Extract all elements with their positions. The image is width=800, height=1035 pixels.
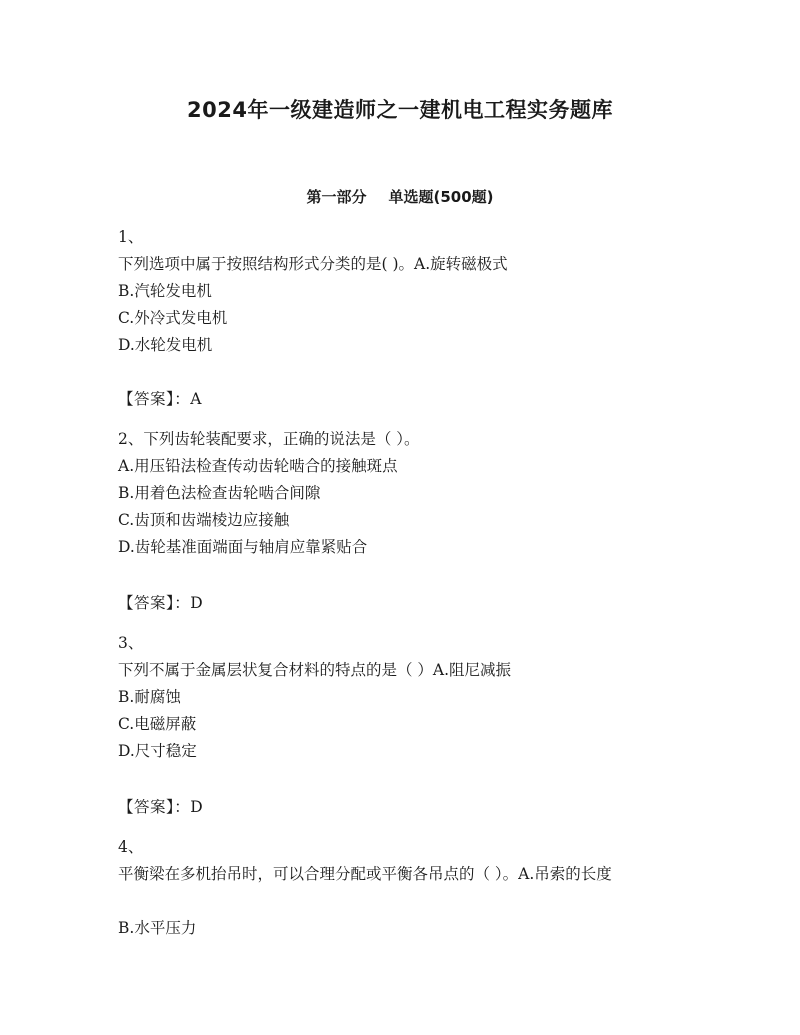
question-1-option-d: D.水轮发电机: [118, 336, 213, 354]
question-3-stem: 下列不属于金属层状复合材料的特点的是（ ）A.阻尼减振: [118, 661, 512, 679]
question-2-option-c: C.齿顶和齿端棱边应接触: [118, 511, 290, 529]
question-4-option-b: B.水平压力: [118, 919, 197, 937]
question-1-number: 1、: [118, 228, 144, 246]
question-3-option-d: D.尺寸稳定: [118, 742, 197, 760]
question-2-answer: 【答案】：D: [118, 594, 204, 612]
question-3-answer: 【答案】：D: [118, 798, 204, 816]
section-part: 第一部分: [306, 188, 367, 206]
question-1-option-b: B.汽轮发电机: [118, 282, 212, 300]
question-4-stem: 平衡梁在多机抬吊时，可以合理分配或平衡各吊点的（ ）。A.吊索的长度: [118, 865, 612, 883]
question-2-stem: 2、下列齿轮装配要求，正确的说法是（ ）。: [118, 430, 420, 448]
section-name: 单选题(500题): [388, 188, 494, 206]
question-1-stem: 下列选项中属于按照结构形式分类的是( )。A.旋转磁极式: [118, 255, 508, 273]
document-title: 2024年一级建造师之一建机电工程实务题库: [187, 98, 613, 122]
question-3-number: 3、: [118, 634, 144, 652]
section-heading: [0, 186, 800, 207]
question-1-answer: 【答案】：A: [118, 390, 202, 408]
question-2-option-b: B.用着色法检查齿轮啮合间隙: [118, 484, 321, 502]
question-1-option-c: C.外冷式发电机: [118, 309, 228, 327]
question-2-option-a: A.用压铅法检查传动齿轮啮合的接触斑点: [118, 457, 398, 475]
question-3-option-c: C.电磁屏蔽: [118, 715, 197, 733]
question-4-number: 4、: [118, 838, 144, 856]
question-3-option-b: B.耐腐蚀: [118, 688, 181, 706]
question-2-option-d: D.齿轮基准面端面与轴肩应靠紧贴合: [118, 538, 368, 556]
